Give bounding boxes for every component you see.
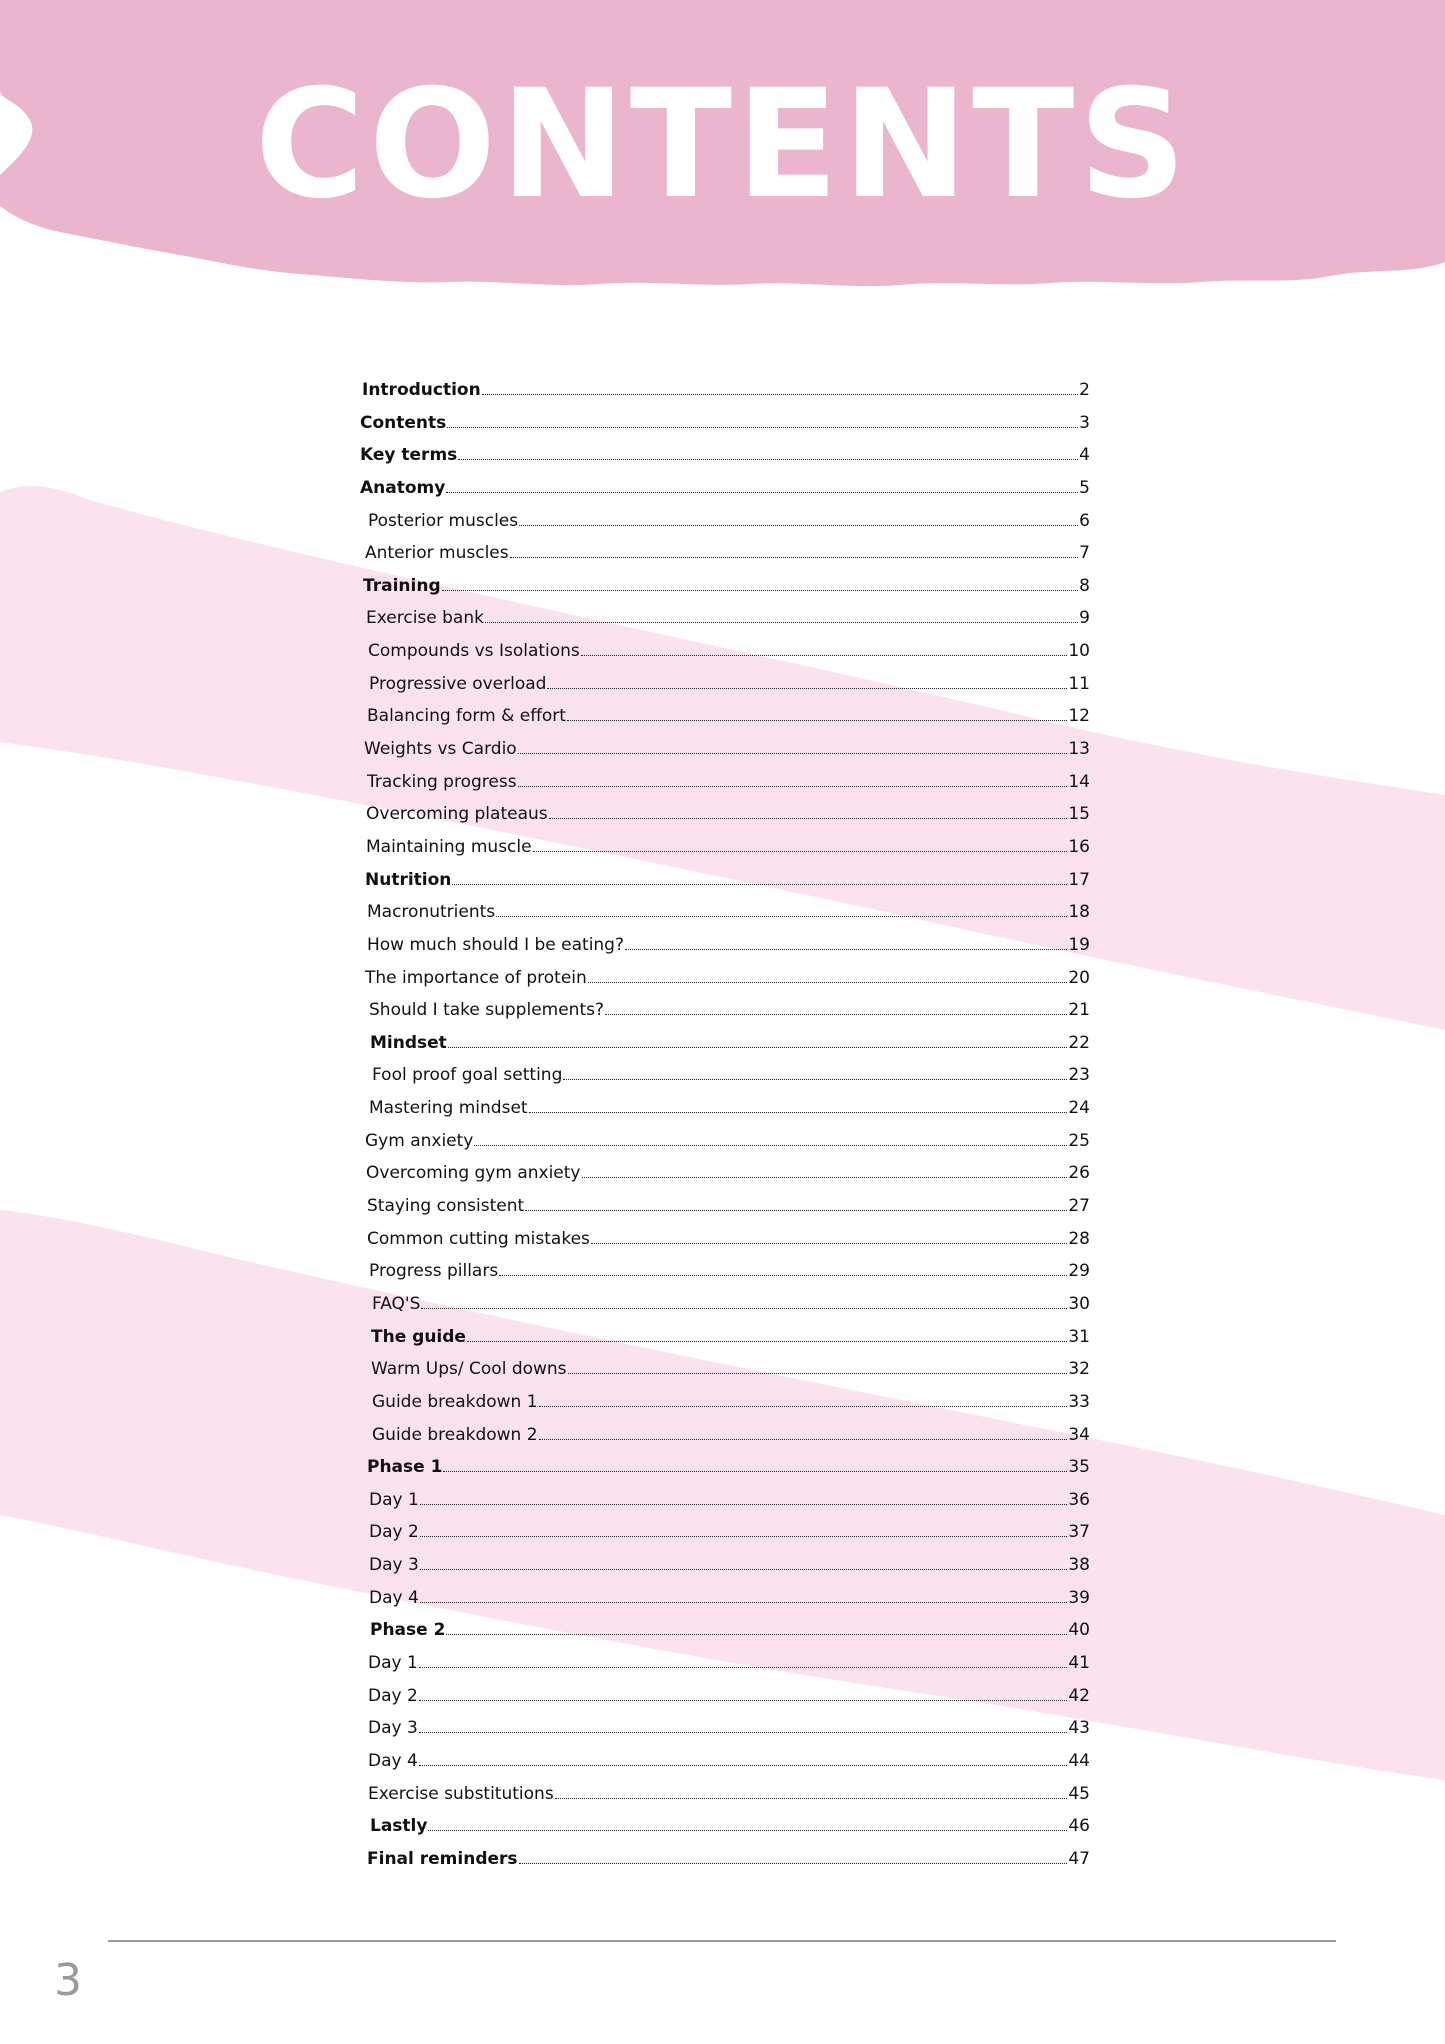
- toc-entry-label: Day 4: [369, 1587, 419, 1608]
- toc-entry: [360, 413, 1090, 446]
- toc-entry: [360, 1457, 1090, 1490]
- toc-entry-label: Anterior muscles: [365, 543, 509, 564]
- toc-entry-page: 32: [1068, 1359, 1090, 1380]
- toc-entry-page: 16: [1068, 836, 1090, 857]
- toc-entry: [360, 1490, 1090, 1523]
- toc-entry-page: 40: [1068, 1620, 1090, 1641]
- toc-entry: [360, 1359, 1090, 1392]
- toc-entry-page: 30: [1068, 1293, 1090, 1314]
- toc-entry-label: Day 3: [368, 1718, 418, 1739]
- toc-entry-label: Day 3: [369, 1555, 419, 1576]
- toc-leader-dots: [591, 1243, 1067, 1244]
- toc-entry-label: The importance of protein: [365, 967, 587, 988]
- toc-entry-label: Posterior muscles: [368, 510, 519, 531]
- toc-entry-label: Exercise bank: [366, 608, 484, 629]
- toc-entry: [360, 1163, 1090, 1196]
- toc-leader-dots: [452, 884, 1067, 885]
- toc-leader-dots: [467, 1341, 1067, 1342]
- toc-entry: [360, 1784, 1090, 1817]
- toc-entry-page: 15: [1068, 804, 1090, 825]
- toc-entry: [360, 902, 1090, 935]
- toc-entry-page: 45: [1068, 1783, 1090, 1804]
- toc-entry: [360, 935, 1090, 968]
- toc-leader-dots: [458, 459, 1078, 460]
- toc-leader-dots: [568, 1373, 1068, 1374]
- toc-entry: [360, 511, 1090, 544]
- toc-entry-label: Exercise substitutions: [368, 1783, 554, 1804]
- toc-entry-page: 23: [1068, 1065, 1090, 1086]
- toc-leader-dots: [539, 1406, 1068, 1407]
- page-number: 3: [54, 1955, 82, 2006]
- toc-entry-label: Mastering mindset: [369, 1098, 528, 1119]
- toc-entry-page: 21: [1068, 1000, 1090, 1021]
- toc-entry-label: Weights vs Cardio: [364, 739, 517, 760]
- toc-leader-dots: [474, 1145, 1067, 1146]
- toc-entry-page: 27: [1068, 1196, 1090, 1217]
- toc-entry-label: Maintaining muscle: [366, 836, 532, 857]
- toc-entry: [360, 1718, 1090, 1751]
- toc-leader-dots: [420, 1536, 1068, 1537]
- toc-leader-dots: [605, 1014, 1067, 1015]
- toc-entry-page: 6: [1079, 510, 1090, 531]
- toc-entry-page: 25: [1068, 1130, 1090, 1151]
- toc-entry: [360, 445, 1090, 478]
- toc-leader-dots: [518, 786, 1068, 787]
- toc-entry-page: 5: [1079, 477, 1090, 498]
- toc-leader-dots: [519, 525, 1078, 526]
- toc-entry: [360, 1229, 1090, 1262]
- toc-entry-page: 26: [1068, 1163, 1090, 1184]
- toc-entry-page: 20: [1068, 967, 1090, 988]
- toc-entry-label: Day 1: [369, 1489, 419, 1510]
- toc-entry-page: 47: [1068, 1848, 1090, 1869]
- toc-entry-page: 9: [1079, 608, 1090, 629]
- toc-entry-page: 31: [1068, 1326, 1090, 1347]
- toc-entry: [360, 1425, 1090, 1458]
- toc-entry: [360, 1522, 1090, 1555]
- toc-entry: [360, 1816, 1090, 1849]
- toc-entry-page: 2: [1079, 380, 1090, 400]
- toc-entry-page: 19: [1068, 934, 1090, 955]
- toc-entry-label: How much should I be eating?: [367, 934, 625, 955]
- toc-entry-label: Tracking progress: [367, 771, 517, 792]
- toc-leader-dots: [581, 655, 1068, 656]
- toc-leader-dots: [448, 1047, 1068, 1048]
- toc-entry-page: 41: [1068, 1652, 1090, 1673]
- toc-leader-dots: [567, 720, 1067, 721]
- toc-entry: [360, 1294, 1090, 1327]
- toc-entry-label: Mindset: [370, 1032, 447, 1053]
- toc-entry-label: Day 2: [368, 1685, 418, 1706]
- toc-leader-dots: [419, 1765, 1068, 1766]
- toc-leader-dots: [588, 982, 1068, 983]
- toc-leader-dots: [447, 427, 1078, 428]
- toc-entry-page: 29: [1068, 1261, 1090, 1282]
- toc-entry: [360, 380, 1090, 413]
- toc-leader-dots: [428, 1830, 1067, 1831]
- toc-entry-label: Training: [363, 575, 441, 596]
- toc-leader-dots: [446, 1634, 1067, 1635]
- toc-entry-label: Anatomy: [360, 477, 446, 498]
- toc-leader-dots: [419, 1700, 1068, 1701]
- toc-entry: [360, 1555, 1090, 1588]
- toc-leader-dots: [582, 1177, 1068, 1178]
- toc-entry-page: 37: [1068, 1522, 1090, 1543]
- toc-leader-dots: [525, 1210, 1067, 1211]
- toc-entry-label: Fool proof goal setting: [372, 1065, 563, 1086]
- toc-entry-label: Compounds vs Isolations: [368, 641, 580, 662]
- toc-entry-label: Common cutting mistakes: [367, 1228, 590, 1249]
- footer-divider: [108, 1940, 1336, 1942]
- toc-entry-label: Day 2: [369, 1522, 419, 1543]
- toc-entry: [360, 1131, 1090, 1164]
- toc-leader-dots: [547, 688, 1067, 689]
- toc-entry-label: Key terms: [360, 445, 458, 466]
- toc-entry: [360, 706, 1090, 739]
- toc-leader-dots: [499, 1275, 1067, 1276]
- toc-entry: [360, 772, 1090, 805]
- toc-entry: [360, 870, 1090, 903]
- toc-entry-label: Phase 2: [370, 1620, 446, 1641]
- toc-entry: [360, 837, 1090, 870]
- toc-entry-page: 34: [1068, 1424, 1090, 1445]
- toc-entry: [360, 576, 1090, 609]
- toc-entry: [360, 674, 1090, 707]
- toc-entry: [360, 1588, 1090, 1621]
- toc-entry-label: Warm Ups/ Cool downs: [371, 1359, 567, 1380]
- toc-leader-dots: [420, 1504, 1068, 1505]
- table-of-contents: [360, 380, 1090, 1881]
- toc-entry: [360, 804, 1090, 837]
- toc-entry-label: Staying consistent: [367, 1196, 525, 1217]
- toc-leader-dots: [510, 557, 1079, 558]
- toc-entry: [360, 1098, 1090, 1131]
- toc-entry: [360, 1653, 1090, 1686]
- toc-entry-label: Overcoming gym anxiety: [366, 1163, 581, 1184]
- toc-entry: [360, 968, 1090, 1001]
- toc-entry-page: 11: [1068, 673, 1090, 694]
- toc-leader-dots: [555, 1798, 1068, 1799]
- toc-entry-page: 17: [1068, 869, 1090, 890]
- toc-entry-label: Macronutrients: [367, 902, 496, 923]
- page-title: CONTENTS: [254, 58, 1191, 232]
- toc-leader-dots: [482, 394, 1078, 395]
- toc-entry-label: Final reminders: [367, 1848, 518, 1869]
- toc-leader-dots: [419, 1732, 1068, 1733]
- toc-entry-page: 44: [1068, 1750, 1090, 1771]
- toc-entry-page: 18: [1068, 902, 1090, 923]
- toc-entry-label: Phase 1: [367, 1457, 443, 1478]
- toc-entry: [360, 1751, 1090, 1784]
- toc-entry-label: Day 4: [368, 1750, 418, 1771]
- toc-entry: [360, 1327, 1090, 1360]
- toc-entry: [360, 641, 1090, 674]
- toc-entry-page: 35: [1068, 1457, 1090, 1478]
- toc-leader-dots: [529, 1112, 1068, 1113]
- toc-entry: [360, 478, 1090, 511]
- toc-entry-page: 10: [1068, 641, 1090, 662]
- toc-entry-label: The guide: [371, 1326, 466, 1347]
- toc-leader-dots: [446, 492, 1078, 493]
- toc-leader-dots: [549, 818, 1068, 819]
- toc-entry: [360, 1620, 1090, 1653]
- toc-leader-dots: [563, 1079, 1067, 1080]
- toc-entry-label: Balancing form & effort: [367, 706, 566, 727]
- toc-leader-dots: [420, 1569, 1068, 1570]
- toc-entry-label: Overcoming plateaus: [366, 804, 548, 825]
- toc-entry-label: Lastly: [370, 1816, 428, 1837]
- toc-entry-page: 7: [1079, 543, 1090, 564]
- toc-entry-label: Progress pillars: [369, 1261, 499, 1282]
- toc-entry-page: 46: [1068, 1816, 1090, 1837]
- toc-entry-page: 28: [1068, 1228, 1090, 1249]
- toc-entry-label: FAQ'S: [372, 1293, 421, 1314]
- toc-entry-page: 12: [1068, 706, 1090, 727]
- toc-entry-page: 8: [1079, 575, 1090, 596]
- toc-leader-dots: [442, 590, 1079, 591]
- toc-entry-page: 42: [1068, 1685, 1090, 1706]
- toc-entry: [360, 1196, 1090, 1229]
- toc-entry-page: 38: [1068, 1555, 1090, 1576]
- toc-entry: [360, 739, 1090, 772]
- toc-entry-label: Guide breakdown 2: [372, 1424, 538, 1445]
- toc-entry: [360, 1686, 1090, 1719]
- toc-leader-dots: [533, 851, 1068, 852]
- toc-entry-label: Introduction: [362, 380, 481, 400]
- toc-leader-dots: [625, 949, 1067, 950]
- toc-entry-page: 24: [1068, 1098, 1090, 1119]
- toc-entry: [360, 1033, 1090, 1066]
- toc-leader-dots: [496, 916, 1067, 917]
- toc-entry-label: Nutrition: [365, 869, 452, 890]
- toc-entry: [360, 1065, 1090, 1098]
- toc-entry-page: 43: [1068, 1718, 1090, 1739]
- toc-entry-label: Contents: [360, 412, 447, 433]
- toc-entry-label: Should I take supplements?: [369, 1000, 604, 1021]
- toc-leader-dots: [518, 753, 1068, 754]
- toc-entry: [360, 1000, 1090, 1033]
- toc-entry-page: 13: [1068, 739, 1090, 760]
- toc-leader-dots: [443, 1471, 1067, 1472]
- toc-entry-label: Progressive overload: [369, 673, 547, 694]
- toc-entry-page: 4: [1079, 445, 1090, 466]
- toc-leader-dots: [485, 622, 1078, 623]
- toc-entry-page: 33: [1068, 1391, 1090, 1412]
- toc-entry-page: 22: [1068, 1032, 1090, 1053]
- toc-entry: [360, 1261, 1090, 1294]
- toc-leader-dots: [421, 1308, 1067, 1309]
- toc-entry: [360, 1849, 1090, 1882]
- toc-entry: [360, 543, 1090, 576]
- toc-entry-page: 3: [1079, 412, 1090, 433]
- toc-entry-page: 36: [1068, 1489, 1090, 1510]
- toc-entry: [360, 608, 1090, 641]
- toc-leader-dots: [539, 1439, 1068, 1440]
- toc-leader-dots: [519, 1863, 1068, 1864]
- toc-entry-page: 14: [1068, 771, 1090, 792]
- toc-leader-dots: [419, 1667, 1068, 1668]
- toc-entry-label: Gym anxiety: [365, 1130, 474, 1151]
- toc-entry: [360, 1392, 1090, 1425]
- toc-entry-label: Guide breakdown 1: [372, 1391, 538, 1412]
- toc-leader-dots: [420, 1602, 1068, 1603]
- toc-entry-label: Day 1: [368, 1652, 418, 1673]
- toc-entry-page: 39: [1068, 1587, 1090, 1608]
